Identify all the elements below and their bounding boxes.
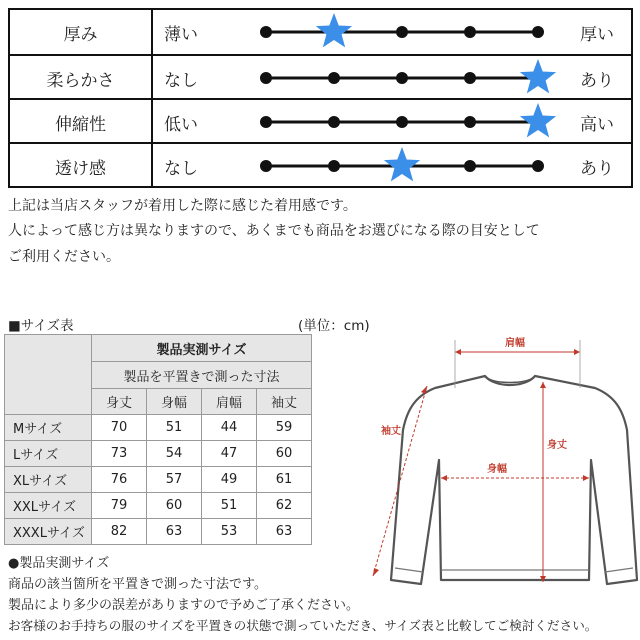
column-header: 肩幅 (202, 389, 257, 415)
table-cell: 62 (257, 493, 312, 519)
table-cell: 63 (147, 519, 202, 545)
scale-dot (260, 72, 272, 84)
rating-star-icon (316, 13, 352, 47)
scale-dot (328, 72, 340, 84)
rating-scale (248, 56, 548, 100)
body-length-label: 身丈 (547, 440, 567, 451)
rating-high-label: あり (580, 70, 614, 91)
table-cell: 59 (257, 415, 312, 441)
scale-dot (464, 72, 476, 84)
table-cell: 82 (92, 519, 147, 545)
table-cell: 57 (147, 467, 202, 493)
table-cell: 63 (257, 519, 312, 545)
rating-low-label: なし (164, 158, 198, 179)
table-cell: 44 (202, 415, 257, 441)
table-cell: 49 (202, 467, 257, 493)
table-cell: 60 (147, 493, 202, 519)
rating-scale-graphic (248, 10, 548, 54)
note-line: 人によって感じ方は異なりますので、あくまでも商品をお選びになる際の目安として (8, 223, 540, 239)
rating-low-label: なし (164, 70, 198, 91)
table-cell: 79 (92, 493, 147, 519)
unit-label: (単位：cm) (298, 318, 370, 334)
rating-label: 伸縮性 (10, 100, 153, 144)
tshirt-outline (391, 376, 637, 584)
table-row (5, 415, 312, 441)
table-cell: 61 (257, 467, 312, 493)
table-cell: 60 (257, 441, 312, 467)
table-cell: 53 (202, 519, 257, 545)
table-cell: 54 (147, 441, 202, 467)
table-cell: 47 (202, 441, 257, 467)
shoulder-width-label: 肩幅 (505, 338, 525, 349)
table-cell: 76 (92, 467, 147, 493)
table-row (5, 519, 312, 545)
table-cell: 51 (147, 415, 202, 441)
scale-dot (328, 116, 340, 128)
rating-label: 透け感 (10, 144, 153, 188)
footnote-heading: ●製品実測サイズ (8, 556, 110, 571)
scale-dot (464, 26, 476, 38)
footnote-line: 製品により多少の誤差がありますので予めご了承ください。 (8, 598, 360, 613)
scale-dot (532, 26, 544, 38)
note-line: 上記は当店スタッフが着用した際に感じた着用感です。 (8, 198, 357, 214)
rating-low-label: 薄い (164, 24, 198, 45)
footnote-line: お客様のお手持ちの服のサイズを平置きの状態で測っていただき、サイズ表と比較してご検討ください。 (8, 618, 598, 633)
rating-row-softness (10, 54, 631, 100)
table-row (5, 493, 312, 519)
size-table-subheader: 製品を平置きで測った寸法 (92, 362, 312, 389)
rating-label: 柔らかさ (10, 56, 153, 100)
scale-dot (396, 26, 408, 38)
rating-low-label: 低い (164, 114, 198, 135)
rating-scale (248, 10, 548, 54)
column-header: 身幅 (147, 389, 202, 415)
measurement-diagram (355, 330, 640, 600)
scale-dot (464, 160, 476, 172)
scale-dot (260, 160, 272, 172)
scale-dot (396, 72, 408, 84)
row-header: XLサイズ (5, 467, 92, 493)
rating-scale (248, 144, 548, 188)
rating-row-stretch (10, 98, 631, 144)
note-line: ご利用ください。 (8, 249, 120, 265)
rating-star-icon (520, 103, 556, 137)
tshirt-diagram (355, 330, 640, 600)
cuff-line (605, 568, 633, 572)
rating-high-label: あり (580, 158, 614, 179)
rating-label: 厚み (10, 10, 153, 54)
rating-row-sheerness (10, 142, 631, 188)
rating-scale-graphic (248, 144, 548, 188)
sleeve-length-label: 袖丈 (381, 426, 401, 437)
size-table-corner (5, 335, 92, 415)
rating-high-label: 厚い (580, 24, 614, 45)
rating-high-label: 高い (580, 114, 614, 135)
table-row (5, 441, 312, 467)
rating-row-thickness (10, 10, 631, 54)
size-table-header: 製品実測サイズ (92, 335, 312, 362)
scale-dot (328, 160, 340, 172)
rating-star-icon (520, 59, 556, 93)
body-width-label: 身幅 (487, 464, 507, 475)
row-header: Mサイズ (5, 415, 92, 441)
table-cell: 70 (92, 415, 147, 441)
cuff-line (395, 568, 423, 572)
rating-scale-graphic (248, 100, 548, 144)
size-table (4, 334, 312, 545)
table-row (5, 467, 312, 493)
scale-dot (464, 116, 476, 128)
row-header: Lサイズ (5, 441, 92, 467)
row-header: XXXLサイズ (5, 519, 92, 545)
column-header: 袖丈 (257, 389, 312, 415)
column-header: 身丈 (92, 389, 147, 415)
feel-rating-table (8, 8, 633, 188)
scale-dot (260, 26, 272, 38)
scale-dot (260, 116, 272, 128)
table-cell: 73 (92, 441, 147, 467)
scale-dot (396, 116, 408, 128)
rating-scale (248, 100, 548, 144)
footnote-line: 商品の該当箇所を平置きで測った寸法です。 (8, 577, 267, 592)
rating-scale-graphic (248, 56, 548, 100)
scale-dot (532, 160, 544, 172)
row-header: XXLサイズ (5, 493, 92, 519)
rating-star-icon (384, 147, 420, 181)
table-cell: 51 (202, 493, 257, 519)
size-table-title: ■サイズ表 (8, 318, 74, 334)
